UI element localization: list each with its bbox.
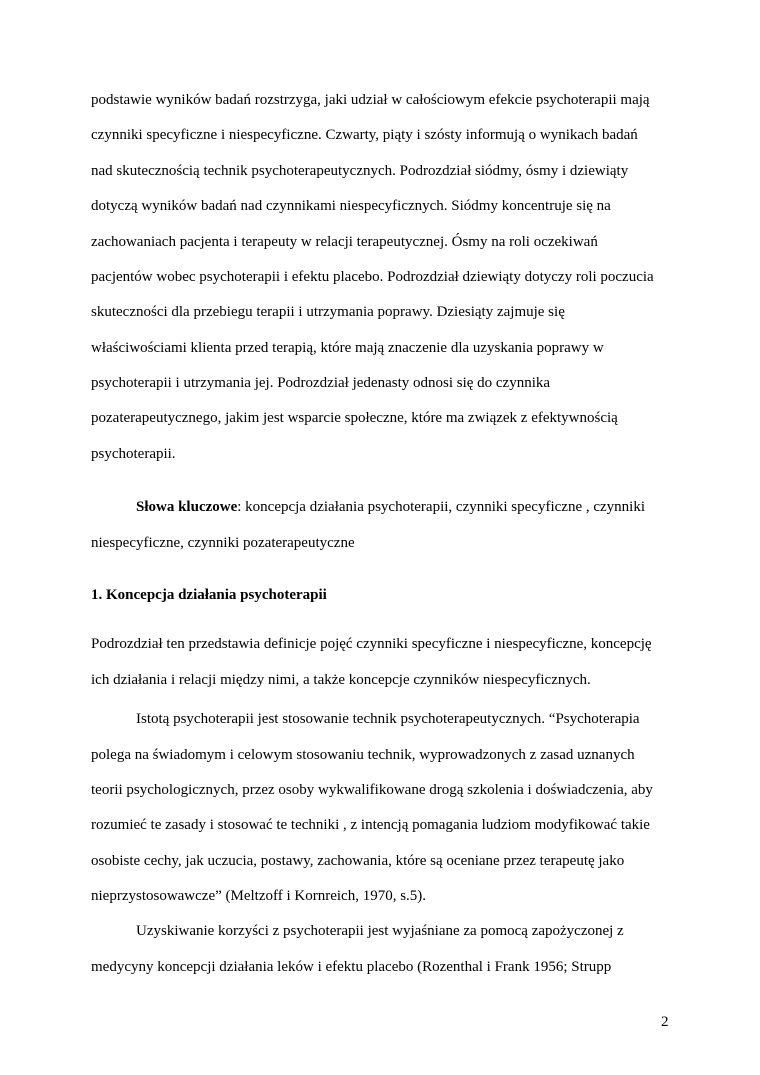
text-line: zachowaniach pacjenta i terapeuty w relacji terapeutycznej. Ósmy na roli oczekiwań (91, 234, 598, 250)
page-number: 2 (661, 1014, 669, 1030)
text-line: pacjentów wobec psychoterapii i efektu placebo. Podrozdział dziewiąty dotyczy roli poczucia (91, 269, 654, 285)
text-line: podstawie wyników badań rozstrzyga, jaki udział w całościowym efekcie psychoterapii mają (91, 92, 650, 108)
text-line: psychoterapii i utrzymania jej. Podrozdział jedenasty odnosi się do czynnika (91, 375, 551, 391)
text-line: Podrozdział ten przedstawia definicje pojęć czynniki specyficzne i niespecyficzne, koncepcję (91, 636, 652, 652)
keywords-text: : koncepcja działania psychoterapii, czynniki specyficzne , czynniki (237, 499, 645, 515)
text-line: dotyczą wyników badań nad czynnikami niespecyficznych. Siódmy koncentruje się na (91, 198, 611, 214)
text-line: psychoterapii. (91, 446, 176, 462)
text-line: pozaterapeutycznego, jakim jest wsparcie społeczne, które ma związek z efektywnością (91, 410, 618, 426)
section-heading: 1. Koncepcja działania psychoterapii (91, 587, 327, 603)
text-line: polega na świadomym i celowym stosowaniu technik, wyprowadzonych z zasad uznanych (91, 747, 635, 763)
text-line: nieprzystosowawcze” (Meltzoff i Kornreich, 1970, s.5). (91, 888, 427, 904)
text-line: czynniki specyficzne i niespecyficzne. Czwarty, piąty i szósty informują o wynikach badań (91, 127, 638, 143)
text-line: teorii psychologicznych, przez osoby wykwalifikowane drogą szkolenia i doświadczenia, aby (91, 782, 653, 798)
text-line: Uzyskiwanie korzyści z psychoterapii jest wyjaśniane za pomocą zapożyczonej z (136, 923, 624, 939)
text-line: właściwościami klienta przed terapią, które mają znaczenie dla uzyskania poprawy w (91, 340, 604, 356)
text-line: skuteczności dla przebiegu terapii i utrzymania poprawy. Dziesiąty zajmuje się (91, 304, 565, 320)
text-line: osobiste cechy, jak uczucia, postawy, zachowania, które są oceniane przez terapeutę jako (91, 853, 625, 869)
text-line: ich działania i relacji między nimi, a także koncepcje czynników niespecyficznych. (91, 672, 591, 688)
keywords-line: niespecyficzne, czynniki pozaterapeutyczne (91, 535, 355, 551)
text-line: Istotą psychoterapii jest stosowanie technik psychoterapeutycznych. “Psychoterapia (136, 711, 640, 727)
text-line: nad skutecznością technik psychoterapeutycznych. Podrozdział siódmy, ósmy i dziewiąty (91, 163, 629, 179)
keywords-line (136, 497, 645, 517)
keywords-label: Słowa kluczowe (136, 499, 238, 515)
text-line: medycyny koncepcji działania leków i efektu placebo (Rozenthal i Frank 1956; Strupp (91, 959, 612, 975)
text-line: rozumieć te zasady i stosować te techniki , z intencją pomagania ludziom modyfikować takie (91, 817, 650, 833)
